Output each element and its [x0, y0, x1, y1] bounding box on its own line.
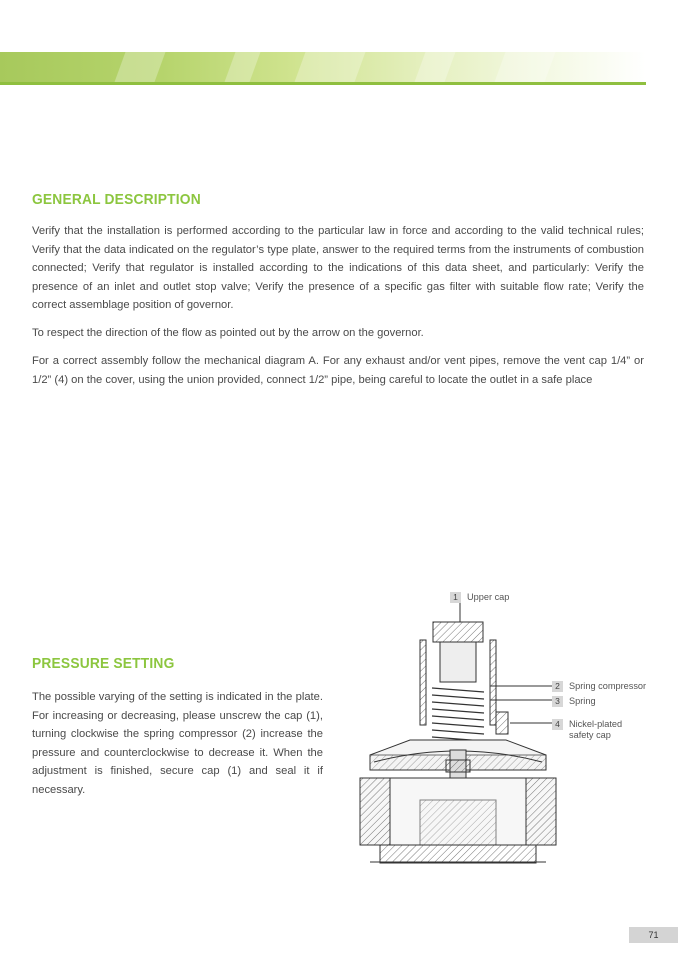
- general-paragraph-2: To respect the direction of the flow as pointed out by the arrow on the governor.: [32, 327, 424, 339]
- general-description-heading: GENERAL DESCRIPTION: [32, 191, 201, 208]
- header-band: [0, 52, 646, 82]
- page-number: 71: [629, 927, 678, 943]
- callout-number: 3: [552, 696, 563, 707]
- general-paragraph-1: Verify that the installation is performed according to the particular law in force and according to the valid technical rules; Verify that the data indicated on the regulator’s type plate, answer to the required terms from the instruments of combustion connected; Verify that regulator is installed according to the indications of this data sheet, and particularly: Verify the presence of an inlet and outlet stop valve; Verify the presence of a specific gas filter with suitable flow rate; Verify the correct assemblage position of governor.: [32, 225, 644, 311]
- callout-label: Nickel-plated safety cap: [569, 719, 623, 740]
- callout-number: 4: [552, 719, 563, 730]
- callout-label: Spring compressor: [569, 681, 647, 691]
- header-rule: [0, 82, 646, 85]
- callout-number: 1: [450, 592, 461, 603]
- callout-number: 2: [552, 681, 563, 692]
- pressure-setting-heading: PRESSURE SETTING: [32, 655, 175, 672]
- regulator-section-drawing: [350, 600, 580, 870]
- callout-label: Upper cap: [467, 592, 510, 602]
- callout-label: Spring: [569, 696, 596, 706]
- pressure-paragraph: The possible varying of the setting is indicated in the plate. For increasing or decreasing, please unscrew the cap (1), turning clockwise the spring compressor (2) increase the pressure and counterclockwise to decrease it. When the adjustment is finished, secure cap (1) and seal it if necessary.: [32, 691, 323, 796]
- general-paragraph-3: For a correct assembly follow the mechanical diagram A. For any exhaust and/or vent pipes, remove the vent cap 1/4” or 1/2” (4) on the cover, using the union provided, connect 1/2” pipe, being careful to locate the outlet in a safe place: [32, 355, 644, 386]
